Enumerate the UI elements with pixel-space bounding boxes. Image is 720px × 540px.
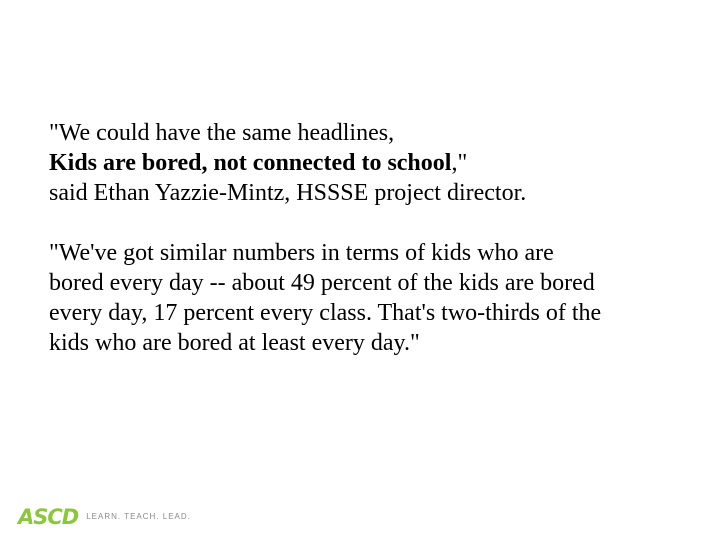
quote-1-attribution: said Ethan Yazzie-Mintz, HSSSE project director. [49, 180, 527, 206]
quote-2-line-2: bored every day -- about 49 percent of the kids are bored [49, 270, 595, 296]
ascd-logo [18, 506, 191, 528]
quote-1-line-2 [49, 148, 709, 178]
headline-bold-text: Kids are bored, not connected to school [49, 150, 452, 176]
slide-body [49, 118, 709, 358]
quote-2-line-3: every day, 17 percent every class. That's two-thirds of the [49, 300, 602, 326]
quote-2-line-4: kids who are bored at least every day." [49, 330, 420, 356]
ascd-logo-mark: ASCD [18, 505, 79, 529]
headline-closing-quote: ," [451, 150, 468, 176]
quote-paragraph-1 [49, 118, 709, 208]
ascd-tagline: LEARN. TEACH. LEAD. [86, 512, 191, 521]
quote-paragraph-2 [49, 238, 709, 358]
quote-2-line-1: "We've got similar numbers in terms of kids who are [49, 240, 554, 266]
quote-1-line-1: "We could have the same headlines, [49, 120, 395, 146]
